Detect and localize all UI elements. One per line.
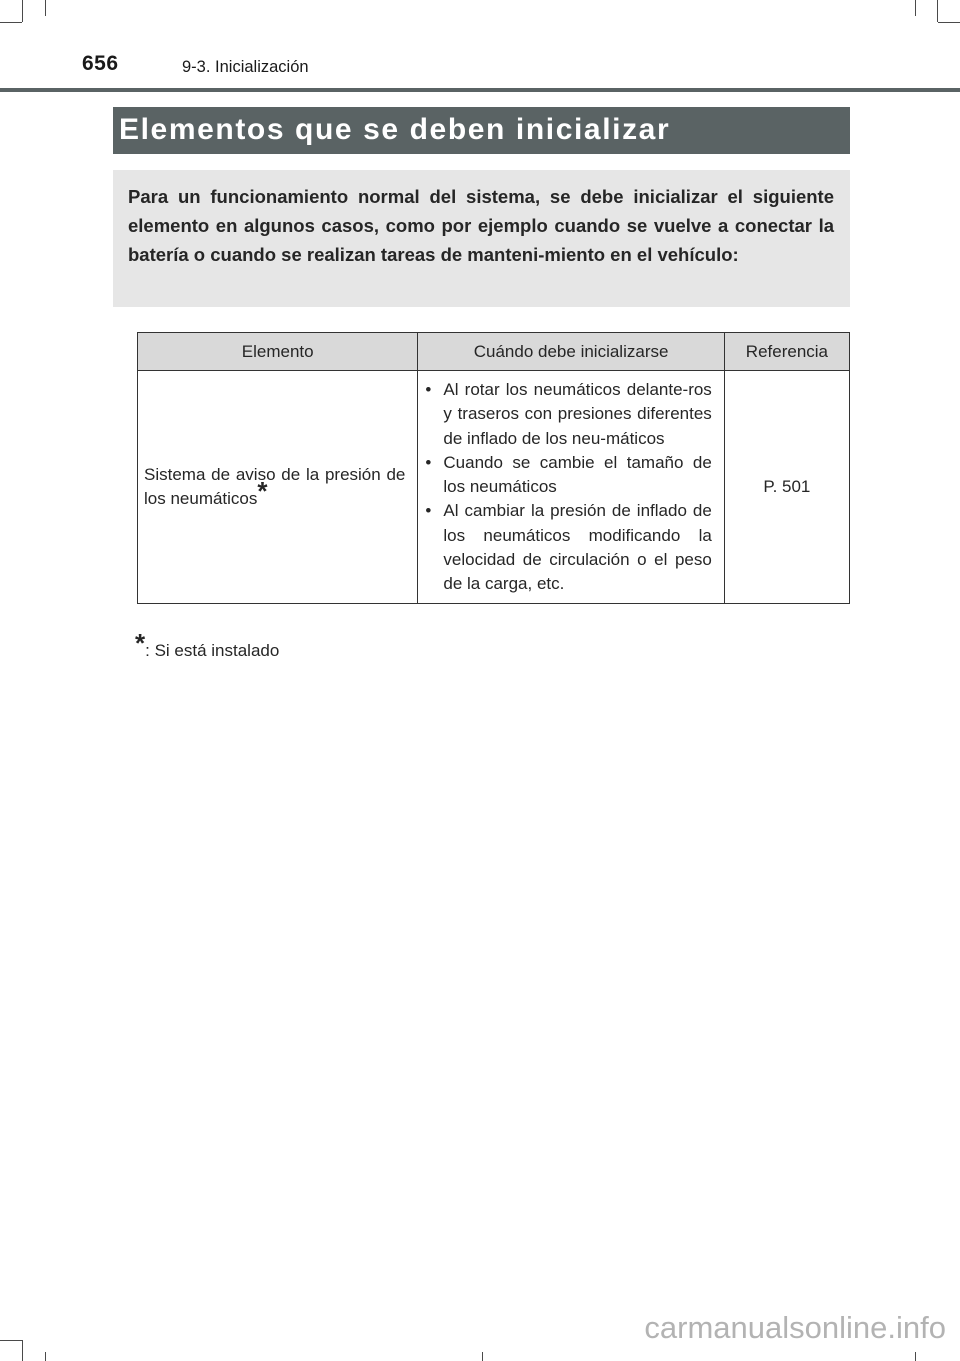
initialization-table bbox=[137, 332, 850, 604]
installed-mark: * bbox=[257, 475, 268, 506]
crop-mark bbox=[938, 22, 960, 23]
section-label: 9-3. Inicialización bbox=[182, 58, 309, 76]
crop-mark bbox=[22, 1340, 23, 1361]
column-header-element: Elemento bbox=[138, 333, 418, 371]
footnote-text: : Si está instalado bbox=[145, 641, 280, 660]
crop-mark bbox=[0, 1340, 22, 1341]
crop-mark bbox=[482, 1352, 483, 1361]
page-number: 656 bbox=[82, 52, 119, 75]
page-reference-link[interactable]: P. 501 bbox=[763, 476, 811, 496]
crop-mark bbox=[915, 1352, 916, 1361]
element-name: Sistema de aviso de la presión de los neumáticos bbox=[144, 464, 406, 508]
crop-mark bbox=[937, 0, 938, 22]
crop-mark bbox=[915, 0, 916, 16]
list-item bbox=[424, 378, 711, 451]
list-item-text: Cuando se cambie el tamaño de los neumáticos bbox=[443, 452, 712, 497]
list-item bbox=[424, 451, 711, 500]
when-list bbox=[424, 378, 711, 597]
element-cell-content bbox=[138, 463, 417, 511]
reference-cell bbox=[724, 371, 849, 604]
section-title-bar bbox=[113, 107, 850, 154]
bullet: • bbox=[425, 501, 432, 521]
intro-text: Para un funcionamiento normal del sistema, se debe inicializar el siguiente elemento en algunos casos, como por ejemplo cuando se vuelve a conectar la batería o cuando se realizan tareas de manteni-miento en el vehículo: bbox=[128, 186, 834, 265]
element-cell bbox=[138, 371, 418, 604]
section-title: Elementos que se deben inicializar bbox=[119, 113, 671, 146]
intro-box bbox=[113, 170, 850, 307]
crop-mark bbox=[22, 0, 23, 22]
table-header-row bbox=[138, 333, 850, 371]
list-item-text: Al cambiar la presión de inflado de los neumáticos modificando la velocidad de circulación o el peso de la carga, etc. bbox=[443, 501, 712, 594]
when-cell bbox=[418, 371, 724, 604]
bullet: • bbox=[425, 380, 432, 399]
footnote-mark: * bbox=[135, 628, 146, 658]
when-cell-content bbox=[418, 371, 723, 603]
crop-mark bbox=[45, 0, 46, 16]
column-header-reference: Referencia bbox=[724, 333, 849, 371]
footnote bbox=[135, 628, 280, 663]
table-row bbox=[138, 371, 850, 604]
bullet: • bbox=[425, 452, 432, 472]
column-header-when: Cuándo debe inicializarse bbox=[418, 333, 724, 371]
crop-mark bbox=[0, 22, 22, 23]
list-item bbox=[424, 499, 711, 596]
list-item-text: Al rotar los neumáticos delante-ros y traseros con presiones diferentes de inflado de los neu-máticos bbox=[443, 380, 712, 448]
crop-mark bbox=[45, 1352, 46, 1361]
watermark: carmanualsonline.info bbox=[644, 1310, 946, 1345]
header-rule bbox=[0, 88, 960, 92]
